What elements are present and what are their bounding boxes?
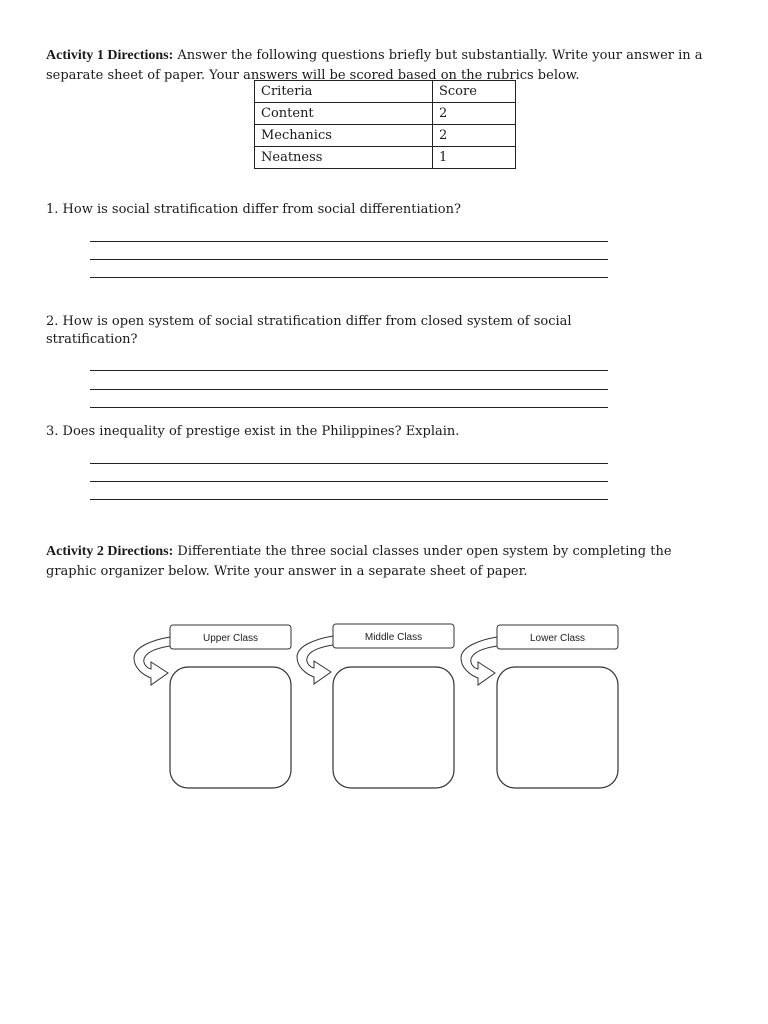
activity1-text: Answer the following questions briefly but substantially. Write your answer in a separate sheet of paper. Your answers will be scored based on the rubrics below. [46, 48, 703, 83]
class-label-upper: Upper Class [202, 633, 259, 644]
rubric-criteria-cell: Neatness [255, 147, 433, 169]
answer-box-middle [333, 667, 454, 788]
question-1: 1. How is social stratification differ from social differentiation? [46, 202, 461, 217]
curved-arrow-icon [134, 637, 170, 685]
organizer-group-lower [461, 625, 618, 788]
organizer-group-upper [134, 625, 291, 788]
rubric-criteria-cell: Mechanics [255, 125, 433, 147]
rubric-header-score: Score [433, 81, 516, 103]
answer-box-lower [497, 667, 618, 788]
activity2-title: Activity 2 Directions: [46, 544, 174, 559]
answer-box-upper [170, 667, 291, 788]
class-label-middle: Middle Class [364, 632, 423, 643]
rubric-score-cell: 2 [433, 103, 516, 125]
rubric-criteria-cell: Content [255, 103, 433, 125]
curved-arrow-icon [297, 636, 333, 684]
activity1-title: Activity 1 Directions: [46, 48, 174, 63]
class-label-lower: Lower Class [529, 633, 586, 644]
question-2: 2. How is open system of social stratification differ from closed system of social stratification? [46, 314, 572, 347]
rubric-score-cell: 2 [433, 125, 516, 147]
rubric-header-criteria: Criteria [255, 81, 433, 103]
activity2-text: Differentiate the three social classes under open system by completing the graphic organizer below. Write your answer in a separate sheet of paper. [46, 544, 672, 579]
question-3: 3. Does inequality of prestige exist in the Philippines? Explain. [46, 424, 460, 439]
rubric-score-cell: 1 [433, 147, 516, 169]
curved-arrow-icon [461, 637, 497, 685]
organizer-group-middle [297, 624, 454, 788]
